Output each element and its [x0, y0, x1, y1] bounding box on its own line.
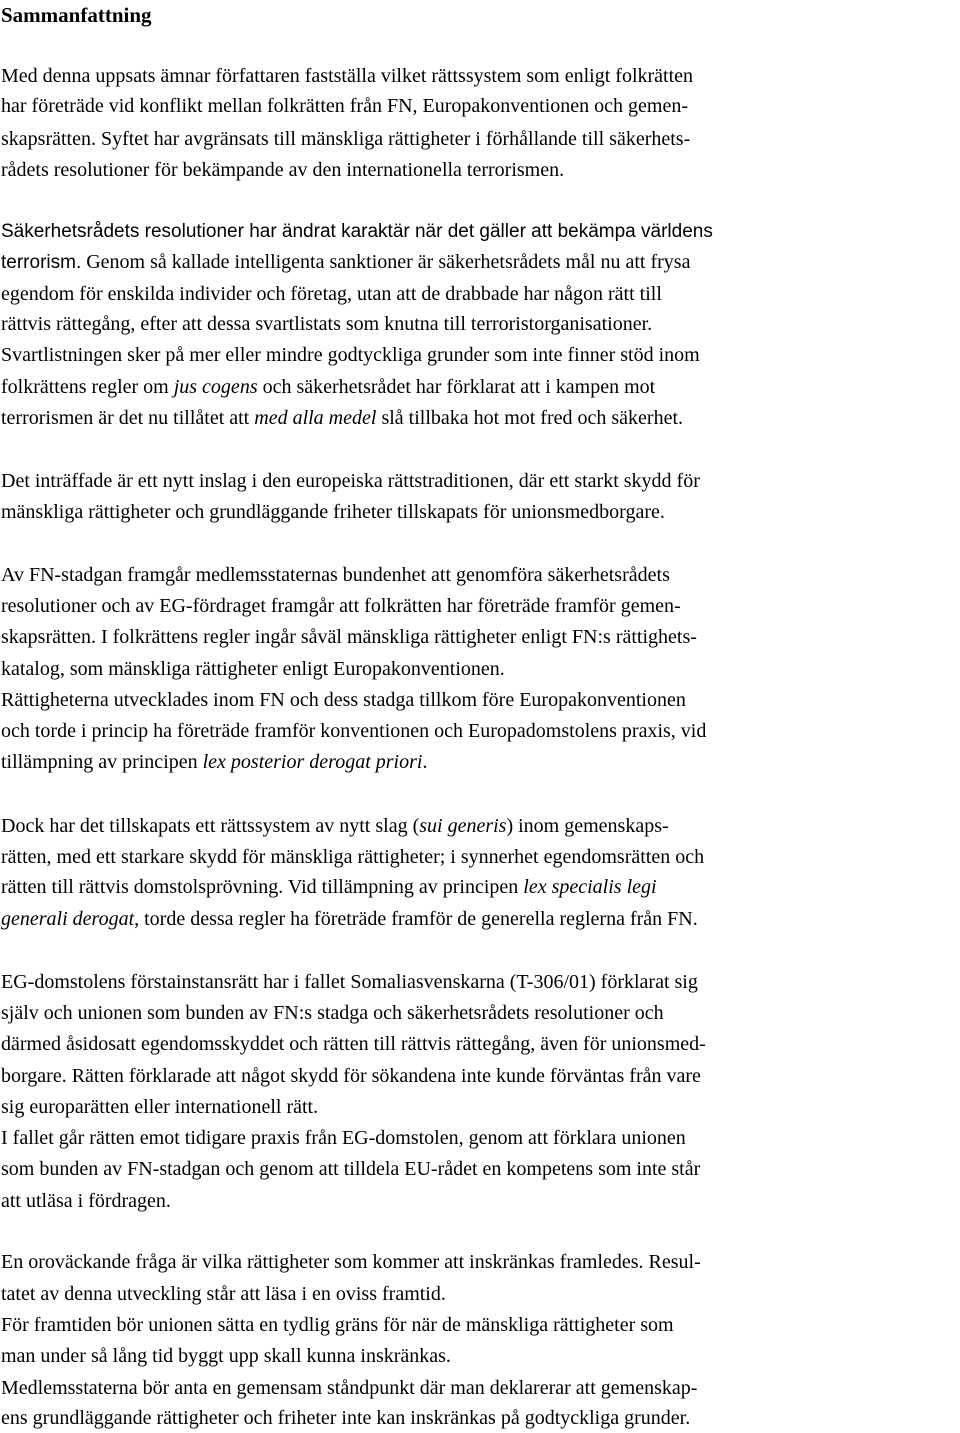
text-line: därmed åsidosatt egendomsskyddet och rätten till rättvis rättegång, även för unionsmed- [1, 1033, 706, 1055]
text-line: I fallet går rätten emot tidigare praxis från EG-domstolen, genom att förklara unionen [1, 1127, 686, 1149]
italic-term: generali derogat [1, 908, 135, 930]
text-fragment: . [422, 751, 428, 773]
italic-term: jus cogens [173, 376, 258, 398]
text-line [1, 872, 657, 902]
text-line [1, 247, 690, 278]
italic-term: lex specialis legi [523, 876, 657, 898]
text-line: Av FN-stadgan framgår medlemsstaternas bundenhet att genomföra säkerhetsrådets [1, 564, 670, 586]
text-line: En oroväckande fråga är vilka rättigheter som kommer att inskränkas framledes. Resul- [1, 1251, 701, 1273]
text-line: som bunden av FN-stadgan och genom att tilldela EU-rådet en kompetens som inte står [1, 1158, 701, 1180]
text-fragment: Genom så kallade intelligenta sanktioner är säkerhetsrådets mål nu att frysa [81, 251, 691, 273]
text-line: skapsrätten. I folkrättens regler ingår såväl mänskliga rättigheter enligt FN:s rättighets- [1, 626, 697, 648]
text-line: har företräde vid konflikt mellan folkrätten från FN, Europakonventionen och gemen- [1, 95, 688, 117]
text-line: mänskliga rättigheter och grundläggande friheter tillskapats för unionsmedborgare. [1, 501, 665, 523]
text-line: sig europarätten eller internationell rätt. [1, 1096, 319, 1118]
text-line: själv och unionen som bunden av FN:s stadga och säkerhetsrådets resolutioner och [1, 1002, 664, 1024]
italic-term: med alla medel [254, 407, 377, 429]
text-line [1, 904, 698, 934]
text-fragment: tillämpning av principen [1, 751, 203, 773]
text-line: och torde i princip ha företräde framför konventionen och Europadomstolens praxis, vid [1, 720, 707, 742]
text-line: Med denna uppsats ämnar författaren fastställa vilket rättssystem som enligt folkrätten [1, 65, 694, 87]
text-line: ens grundläggande rättigheter och friheter inte kan inskränkas på godtyckliga grunder. [1, 1407, 691, 1429]
text-line: rådets resolutioner för bekämpande av den internationella terrorismen. [1, 159, 565, 181]
text-fragment: , torde dessa regler ha företräde framför de generella reglerna från FN. [134, 908, 698, 930]
text-line: Det inträffade är ett nytt inslag i den europeiska rättstraditionen, där ett starkt skydd för [1, 470, 700, 492]
text-line: tatet av denna utveckling står att läsa i en oviss framtid. [1, 1283, 446, 1305]
text-line: Säkerhetsrådets resolutioner har ändrat karaktär när det gäller att bekämpa världens [1, 221, 713, 242]
italic-term: lex posterior derogat priori [202, 751, 423, 773]
text-line: Medlemsstaterna bör anta en gemensam ståndpunkt där man deklarerar att gemenskap- [1, 1377, 698, 1399]
text-line: man under så lång tid byggt upp skall kunna inskränkas. [1, 1345, 451, 1367]
text-line: att utläsa i fördragen. [1, 1190, 171, 1212]
text-fragment: Dock har det tillskapats ett rättssystem av nytt slag ( [1, 815, 420, 837]
text-line [1, 747, 427, 777]
text-line: katalog, som mänskliga rättigheter enligt Europakonventionen. [1, 658, 505, 680]
text-line: Svartlistningen sker på mer eller mindre godtyckliga grunder som inte finner stöd inom [1, 344, 700, 366]
text-fragment: rätten till rättvis domstolsprövning. Vid tillämpning av principen [1, 876, 524, 898]
text-fragment: terrorism. [1, 252, 82, 273]
page-title: Sammanfattning [1, 3, 152, 27]
text-line: EG-domstolens förstainstansrätt har i fallet Somaliasvenskarna (T-306/01) förklarat sig [1, 971, 698, 993]
text-fragment: slå tillbaka hot mot fred och säkerhet. [376, 407, 684, 429]
text-line [1, 403, 683, 433]
text-line: rätten, med ett starkare skydd för mänskliga rättigheter; i synnerhet egendomsrätten och [1, 846, 705, 868]
text-fragment: folkrättens regler om [1, 376, 174, 398]
text-fragment: och säkerhetsrådet har förklarat att i kampen mot [257, 376, 656, 398]
text-line: skapsrätten. Syftet har avgränsats till mänskliga rättigheter i förhållande till säkerhets- [1, 128, 691, 150]
text-fragment: terrorismen är det nu tillåtet att [1, 407, 255, 429]
text-line [1, 372, 655, 402]
text-fragment: ) inom gemenskaps- [506, 815, 669, 837]
text-line: rättvis rättegång, efter att dessa svartlistats som knutna till terroristorganisationer. [1, 313, 653, 335]
text-line [1, 811, 669, 841]
text-line: resolutioner och av EG-fördraget framgår att folkrätten har företräde framför gemen- [1, 595, 681, 617]
text-line: För framtiden bör unionen sätta en tydlig gräns för när de mänskliga rättigheter som [1, 1314, 674, 1336]
text-line: Rättigheterna utvecklades inom FN och dess stadga tillkom före Europakonventionen [1, 689, 686, 711]
text-line: borgare. Rätten förklarade att något skydd för sökandena inte kunde förväntas från vare [1, 1065, 701, 1087]
text-line: egendom för enskilda individer och företag, utan att de drabbade har någon rätt till [1, 283, 662, 305]
italic-term: sui generis [419, 815, 507, 837]
